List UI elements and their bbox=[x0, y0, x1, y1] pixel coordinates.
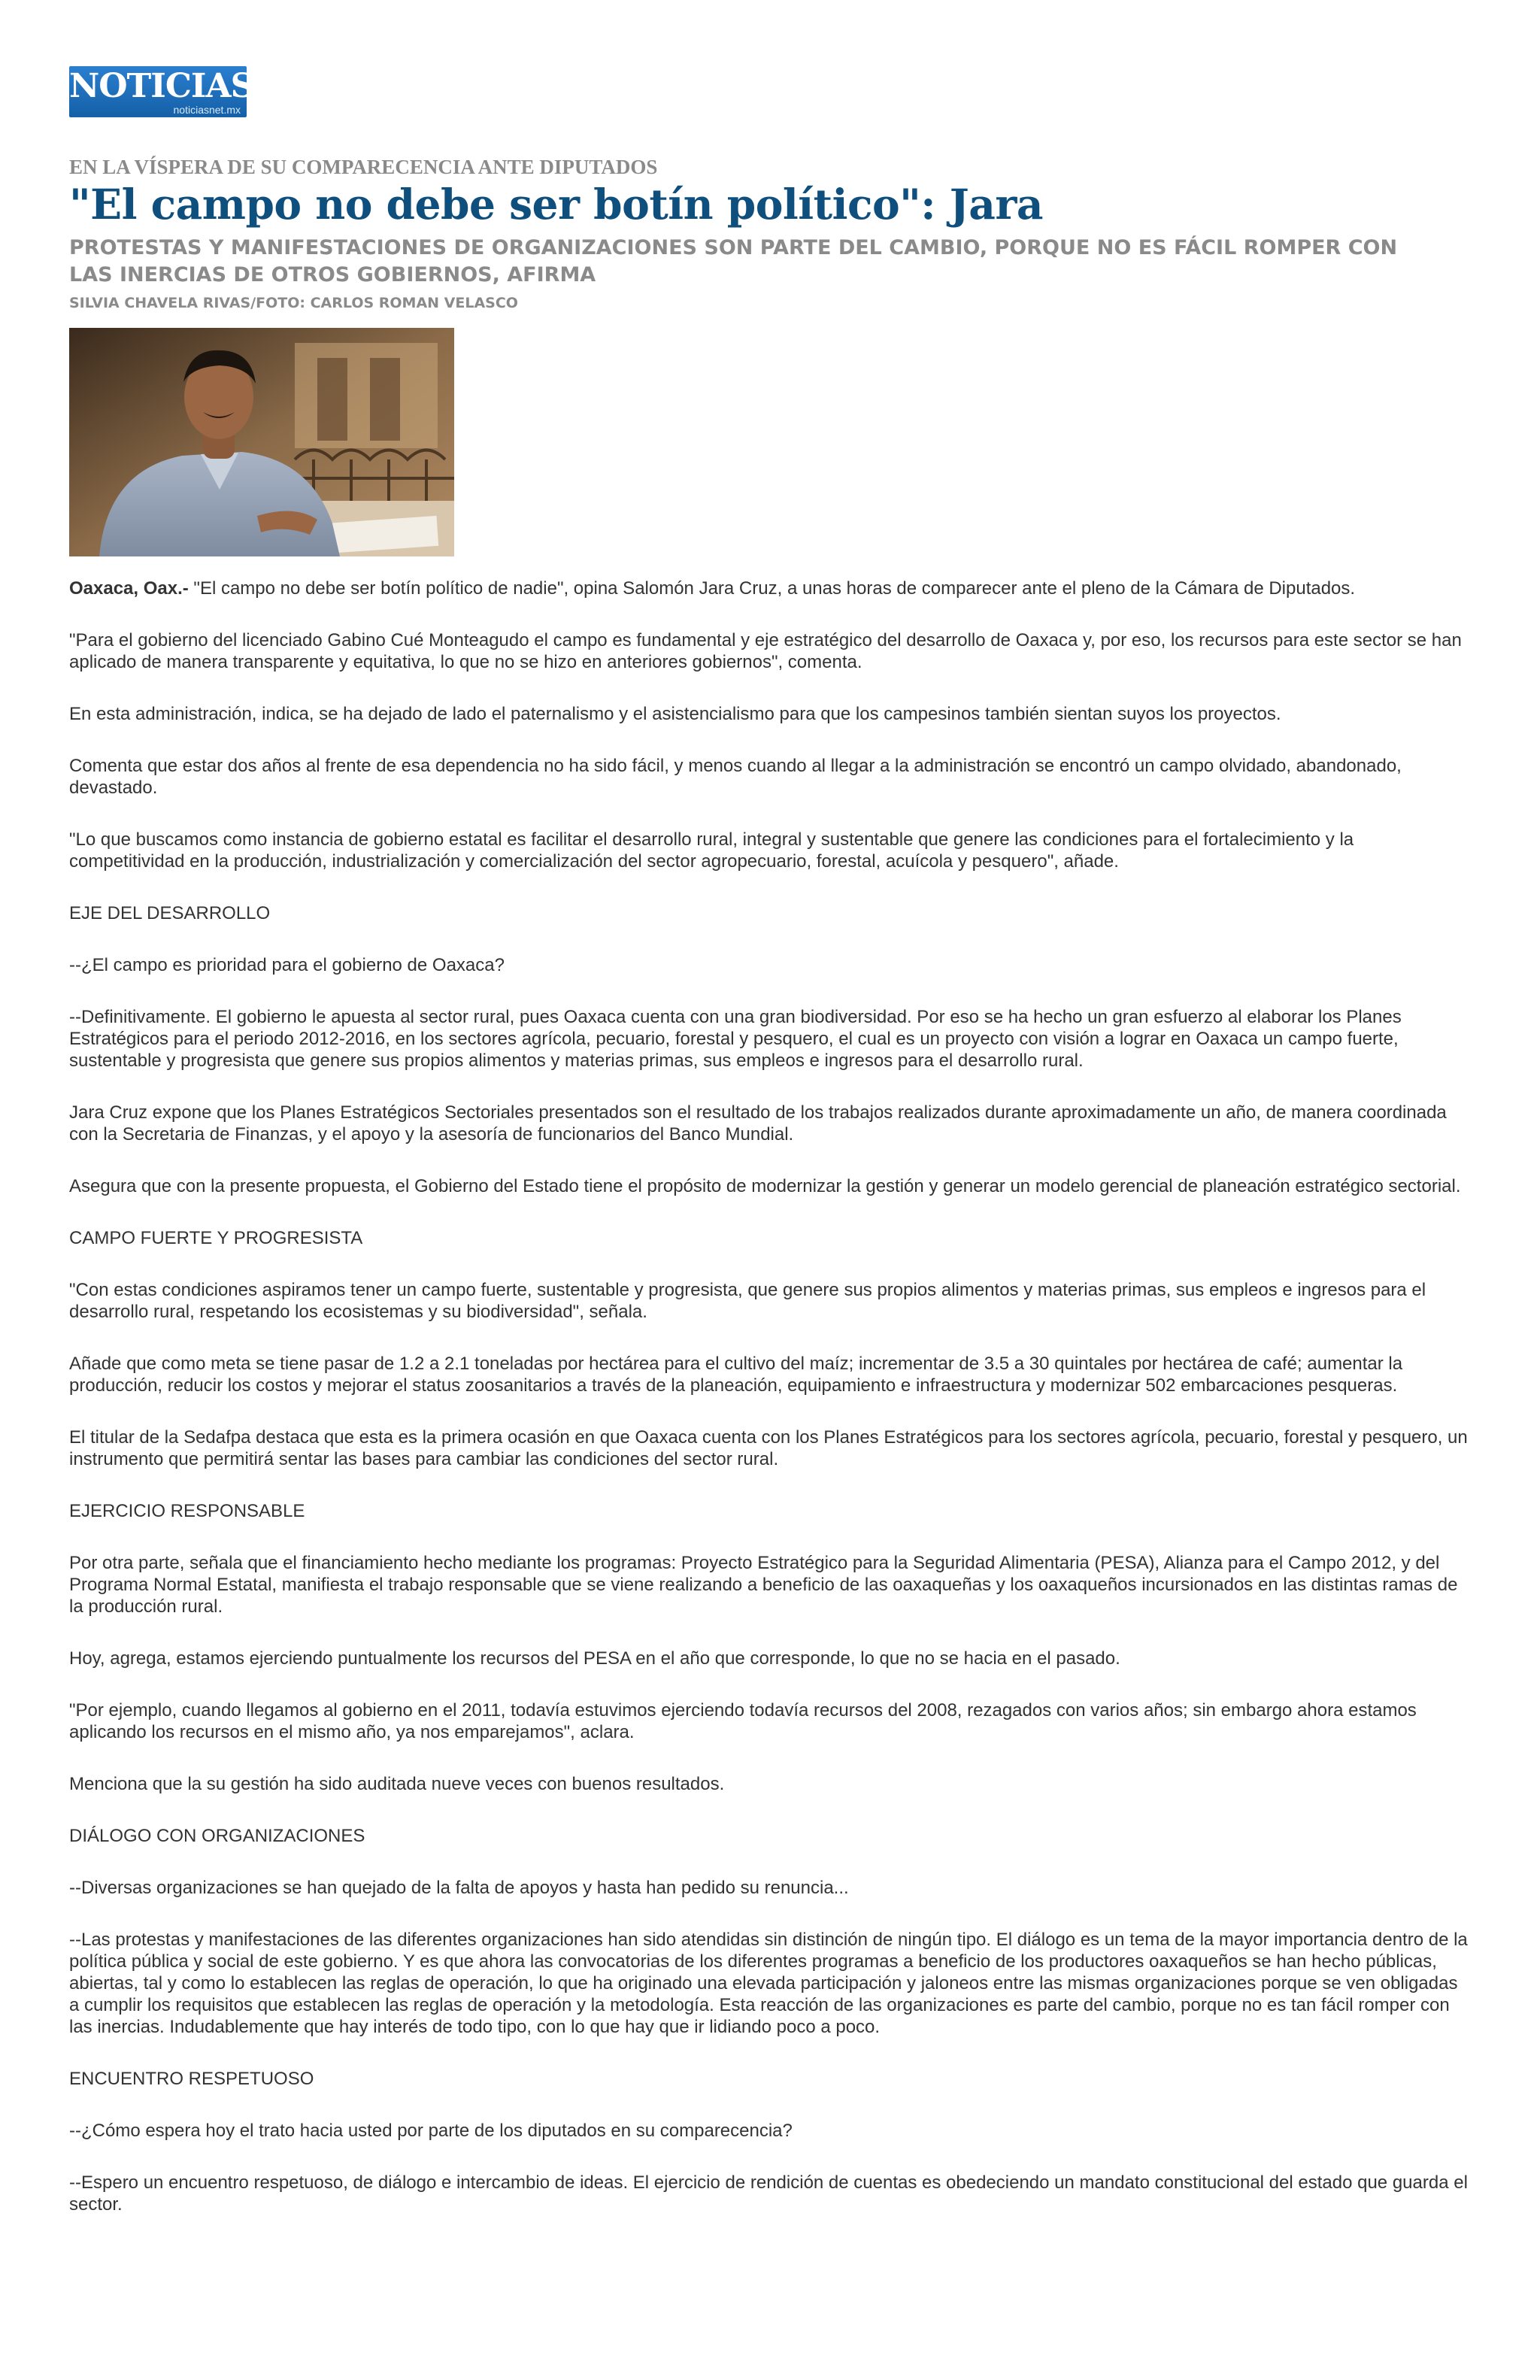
body-paragraph: En esta administración, indica, se ha dejado de lado el paternalismo y el asistencialismo para que los campesinos también sientan suyos los proyectos. bbox=[69, 704, 1281, 724]
interview-question: --¿El campo es prioridad para el gobierno de Oaxaca? bbox=[69, 955, 505, 975]
interview-question: --Diversas organizaciones se han quejado de la falta de apoyos y hasta han pedido su renuncia... bbox=[69, 1878, 849, 1898]
body-paragraph: Añade que como meta se tiene pasar de 1.2 a 2.1 toneladas por hectárea para el cultivo del maíz; incrementar de 3.5 a 30 quintales por hectárea de café; aumentar la producción, reducir los costos y mejorar el status zoosanitarios a través de la planeación, equipamiento e infraestructura y modernizar 502 embarcaciones pesqueras. bbox=[69, 1354, 1403, 1396]
body-paragraph: "Por ejemplo, cuando llegamos al gobierno en el 2011, todavía estuvimos ejerciendo todavía recursos del 2008, rezagados con varios años; sin embargo ahora estamos aplicando los recursos en el mismo año, ya nos emparejamos", aclara. bbox=[69, 1700, 1417, 1742]
logo-wordmark: NOTICIAS bbox=[69, 67, 254, 105]
article-photo bbox=[69, 328, 454, 556]
article-byline: SILVIA CHAVELA RIVAS/FOTO: CARLOS ROMAN VELASCO bbox=[69, 295, 518, 311]
body-paragraph: Hoy, agrega, estamos ejerciendo puntualmente los recursos del PESA en el año que corresponde, lo que no se hacia en el pasado. bbox=[69, 1648, 1120, 1669]
section-heading: DIÁLOGO CON ORGANIZACIONES bbox=[69, 1826, 365, 1846]
article-page bbox=[69, 66, 1468, 2245]
body-paragraph: Asegura que con la presente propuesta, el Gobierno del Estado tiene el propósito de modernizar la gestión y generar un modelo gerencial de planeación estratégico sectorial. bbox=[69, 1176, 1461, 1196]
article-headline: "El campo no debe ser botín político": Jara bbox=[69, 180, 1044, 229]
logo-site-url: noticiasnet.mx bbox=[173, 104, 241, 116]
body-paragraph: Por otra parte, señala que el financiamiento hecho mediante los programas: Proyecto Estratégico para la Seguridad Alimentaria (PESA), Alianza para el Campo 2012, y del Programa Normal Estatal, manifiesta el trabajo responsable que se viene realizando a beneficio de las oaxaqueñas y los oaxaqueños incursionados en las distintas ramas de la producción rural. bbox=[69, 1553, 1458, 1617]
section-heading: EJE DEL DESARROLLO bbox=[69, 903, 271, 923]
body-paragraph: "Lo que buscamos como instancia de gobierno estatal es facilitar el desarrollo rural, integral y sustentable que genere las condiciones para el fortalecimiento y la competitividad en la producción, industrialización y comercialización del sector agropecuario, forestal, acuícola y pesquero", añade. bbox=[69, 829, 1354, 872]
section-heading: EJERCICIO RESPONSABLE bbox=[69, 1501, 305, 1521]
article-kicker: EN LA VÍSPERA DE SU COMPARECENCIA ANTE DIPUTADOS bbox=[69, 156, 658, 178]
photo-portrait-illustration bbox=[69, 328, 454, 556]
interview-answer: --Definitivamente. El gobierno le apuesta al sector rural, pues Oaxaca cuenta con una gran biodiversidad. Por eso se ha hecho un gran esfuerzo al elaborar los Planes Estratégicos para el periodo 2012-2016, en los sectores agrícola, pecuario, forestal y pesquero, el cual es un proyecto con visión a lograr en Oaxaca un campo fuerte, sustentable y progresista que genere sus propios alimentos y materias primas, sus empleos e ingresos para el desarrollo rural. bbox=[69, 1007, 1402, 1071]
body-paragraph: Comenta que estar dos años al frente de esa dependencia no ha sido fácil, y menos cuando al llegar a la administración se encontró un campo olvidado, abandonado, devastado. bbox=[69, 756, 1402, 798]
article-subhead: PROTESTAS Y MANIFESTACIONES DE ORGANIZACIONES SON PARTE DEL CAMBIO, PORQUE NO ES FÁCIL ROMPER CON LAS INERCIAS DE OTROS GOBIERNOS, AFIRMA bbox=[69, 236, 1398, 287]
body-paragraph: "Con estas condiciones aspiramos tener un campo fuerte, sustentable y progresista, que genere sus propios alimentos y materias primas, sus empleos e ingresos para el desarrollo rural, respetando los ecosistemas y su biodiversidad", señala. bbox=[69, 1280, 1426, 1322]
noticias-logo[interactable] bbox=[69, 66, 254, 117]
section-heading: CAMPO FUERTE Y PROGRESISTA bbox=[69, 1228, 363, 1248]
dateline: Oaxaca, Oax.- bbox=[69, 578, 189, 599]
body-paragraph: El titular de la Sedafpa destaca que esta es la primera ocasión en que Oaxaca cuenta con los Planes Estratégicos para los sectores agrícola, pecuario, forestal y pesquero, un instrumento que permitirá sentar las bases para cambiar las condiciones del sector rural. bbox=[69, 1427, 1468, 1469]
interview-answer: --Las protestas y manifestaciones de las diferentes organizaciones han sido atendidas sin distinción de ningún tipo. El diálogo es un tema de la mayor importancia dentro de la política pública y social de este gobierno. Y es que ahora las convocatorias de los diferentes programas a beneficio de los productores oaxaqueños se han hecho públicas, abiertas, tal y como lo establecen las reglas de operación, lo que ha originado una elevada participación y jaloneos entre las mismas organizaciones porque se ven obligadas a cumplir los requisitos que establecen las reglas de operación y la metodología. Esta reacción de las organizaciones es parte del cambio, porque no es tan fácil romper con las inercias. Indudablemente que hay interés de todo tipo, con lo que hay que ir lidiando poco a poco. bbox=[69, 1930, 1468, 2037]
interview-question: --¿Cómo espera hoy el trato hacia usted por parte de los diputados en su comparecencia? bbox=[69, 2121, 793, 2141]
lead-text: "El campo no debe ser botín político de nadie", opina Salomón Jara Cruz, a unas horas de comparecer ante el pleno de la Cámara de Diputados. bbox=[188, 578, 1356, 599]
section-heading: ENCUENTRO RESPETUOSO bbox=[69, 2069, 314, 2089]
body-paragraph: "Para el gobierno del licenciado Gabino Cué Monteagudo el campo es fundamental y eje estratégico del desarrollo de Oaxaca y, por eso, los recursos para este sector se han aplicado de manera transparente y equitativa, lo que no se hizo en anteriores gobiernos", comenta. bbox=[69, 630, 1462, 672]
body-paragraph: Jara Cruz expone que los Planes Estratégicos Sectoriales presentados son el resultado de los trabajos realizados durante aproximadamente un año, de manera coordinada con la Secretaria de Finanzas, y el apoyo y la asesoría de funcionarios del Banco Mundial. bbox=[69, 1102, 1447, 1145]
body-paragraph: Menciona que la su gestión ha sido auditada nueve veces con buenos resultados. bbox=[69, 1774, 725, 1794]
interview-answer: --Espero un encuentro respetuoso, de diálogo e intercambio de ideas. El ejercicio de rendición de cuentas es obedeciendo un mandato constitucional del estado que guarda el sector. bbox=[69, 2172, 1468, 2215]
article-body bbox=[69, 578, 1468, 2215]
lead-paragraph bbox=[69, 578, 1468, 599]
